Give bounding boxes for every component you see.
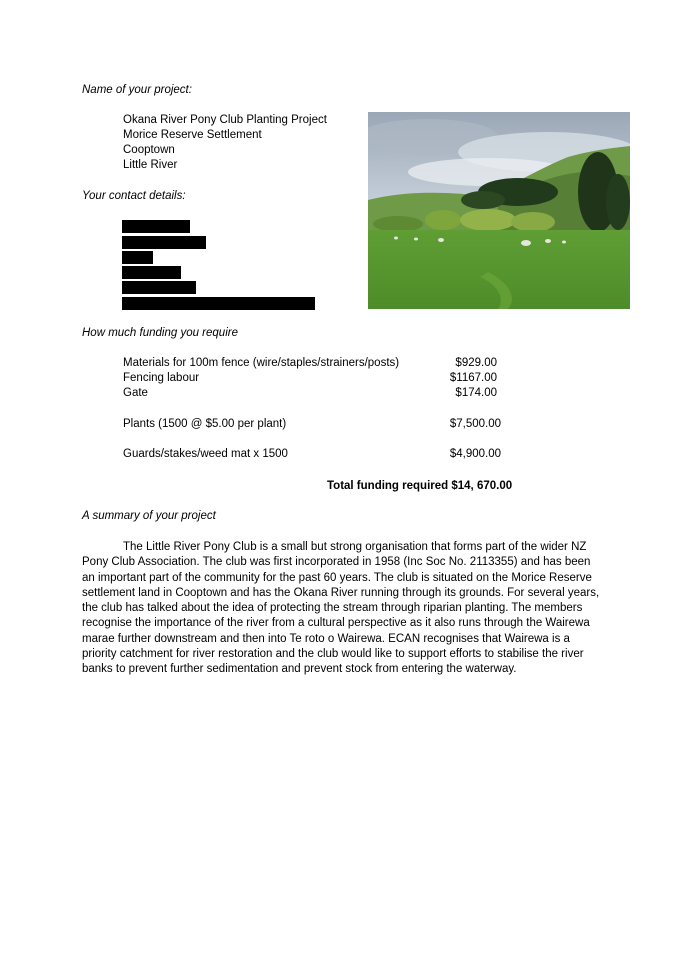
project-line: Little River bbox=[123, 159, 178, 171]
redacted-block bbox=[122, 281, 196, 294]
funding-heading: How much funding you require bbox=[82, 327, 238, 339]
funding-item-label: Fencing labour bbox=[123, 372, 200, 384]
redacted-block bbox=[122, 251, 153, 264]
funding-item-label: Materials for 100m fence (wire/staples/strainers/posts) bbox=[123, 357, 400, 369]
redacted-block bbox=[122, 297, 315, 310]
redacted-block bbox=[122, 266, 181, 279]
project-name-heading: Name of your project: bbox=[82, 84, 192, 96]
summary-paragraph: The Little River Pony Club is a small but strong organisation that forms part of the wider NZ Pony Club Association. The club was first incorporated in 1958 (Inc Soc No. 2113355) and has been an important part of the community for the past 60 years. The club is situated on the Morice Reserve settlement land in Cooptown and has the Okana River running through its grounds. For several years, the club has talked about the idea of protecting the stream through riparian planting. The members recognise the importance of the river from a cultural perspective as it also runs through the Wairewa marae further downstream and then into Te roto o Wairewa. ECAN recognises that Wairewa is a priority catchment for river restoration and the club would like to support efforts to stabilise the river banks to prevent further sedimentation and prevent stock from entering the waterway. bbox=[82, 541, 600, 676]
funding-item-amount: $929.00 bbox=[455, 357, 497, 369]
project-line: Okana River Pony Club Planting Project bbox=[123, 114, 327, 126]
funding-item-amount: $174.00 bbox=[455, 387, 497, 399]
contact-details-heading: Your contact details: bbox=[82, 190, 186, 202]
project-line: Morice Reserve Settlement bbox=[123, 129, 262, 141]
project-line: Cooptown bbox=[123, 144, 175, 156]
paddock-photo bbox=[368, 112, 630, 309]
funding-item-amount: $1167.00 bbox=[449, 372, 497, 384]
funding-item-label: Plants (1500 @ $5.00 per plant) bbox=[123, 418, 287, 430]
redacted-block bbox=[122, 220, 190, 233]
funding-item-label: Gate bbox=[123, 387, 148, 399]
funding-item-amount: $4,900.00 bbox=[449, 448, 501, 460]
summary-heading: A summary of your project bbox=[82, 510, 216, 522]
total-funding: Total funding required $14, 670.00 bbox=[327, 480, 513, 492]
funding-item-amount: $7,500.00 bbox=[449, 418, 501, 430]
redacted-block bbox=[122, 236, 206, 249]
funding-item-label: Guards/stakes/weed mat x 1500 bbox=[123, 448, 288, 460]
